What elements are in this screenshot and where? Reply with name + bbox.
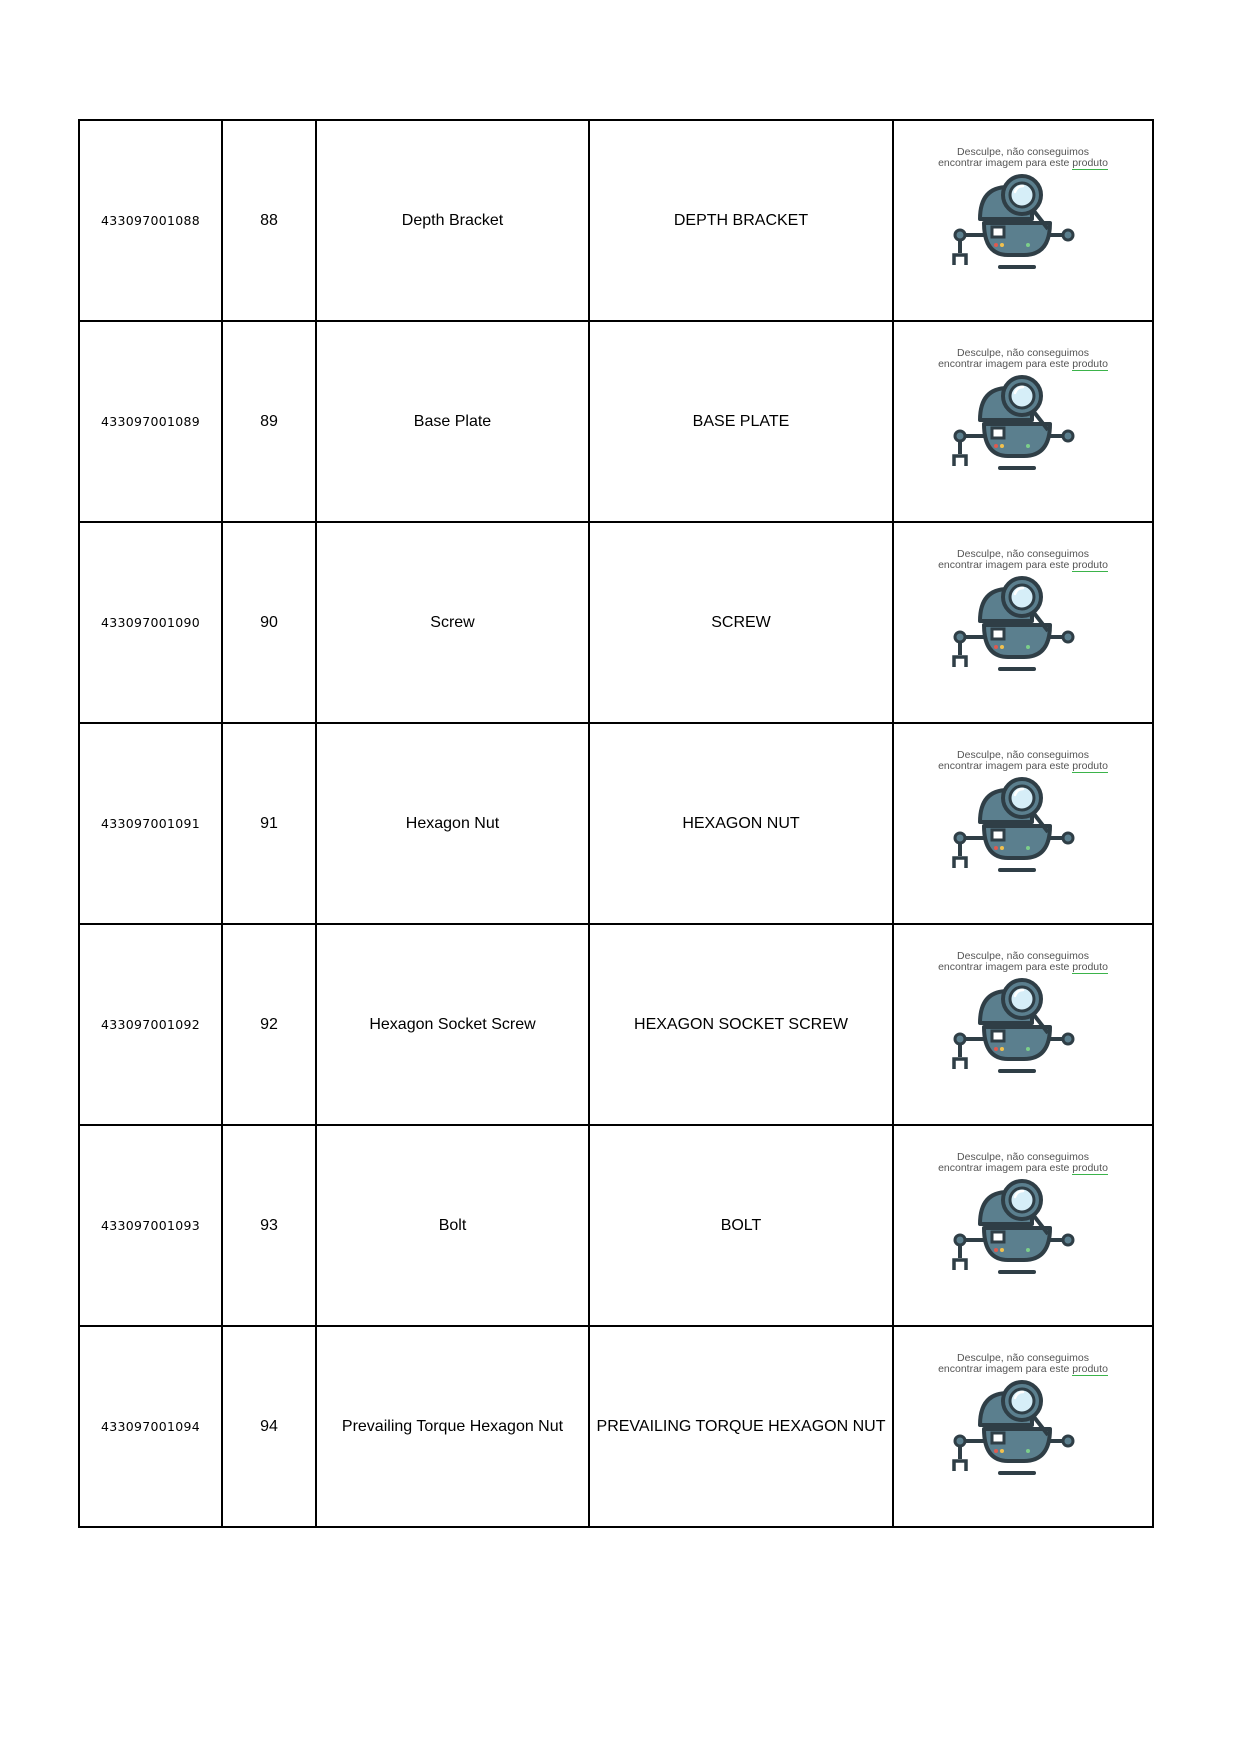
part-description-cell: HEXAGON NUT [589, 723, 893, 924]
no-image-message-line1: Desculpe, não conseguimos [957, 749, 1089, 761]
no-image-message-line2 [894, 158, 1152, 169]
no-image-placeholder [894, 121, 1152, 320]
no-image-message-line2 [894, 1163, 1152, 1174]
no-image-placeholder [894, 523, 1152, 722]
no-image-message-line1: Desculpe, não conseguimos [957, 347, 1089, 359]
no-image-message-text: encontrar imagem para este [938, 1162, 1073, 1174]
robot-magnifier-icon [950, 776, 1078, 880]
part-description-cell: DEPTH BRACKET [589, 120, 893, 321]
part-name-cell: Prevailing Torque Hexagon Nut [316, 1326, 589, 1527]
table-row [79, 924, 1153, 1125]
part-name-cell: Hexagon Socket Screw [316, 924, 589, 1125]
no-image-message-line2 [894, 560, 1152, 571]
item-number-cell: 89 [222, 321, 316, 522]
no-image-message-text: encontrar imagem para este [938, 559, 1073, 571]
no-image-message-line2 [894, 1364, 1152, 1375]
table-row [79, 321, 1153, 522]
table-row [79, 1326, 1153, 1527]
no-image-message-link: produto [1072, 1162, 1108, 1174]
item-number-cell: 90 [222, 522, 316, 723]
no-image-message-link: produto [1072, 358, 1108, 370]
part-code-cell: 433097001092 [79, 924, 222, 1125]
item-number-cell: 93 [222, 1125, 316, 1326]
no-image-message-link: produto [1072, 559, 1108, 571]
no-image-message [894, 1353, 1152, 1375]
robot-magnifier-icon [950, 575, 1078, 679]
no-image-placeholder [894, 724, 1152, 923]
no-image-placeholder [894, 322, 1152, 521]
robot-magnifier-icon [950, 374, 1078, 478]
part-name-cell: Depth Bracket [316, 120, 589, 321]
part-description-cell: BOLT [589, 1125, 893, 1326]
no-image-message-link: produto [1072, 1363, 1108, 1375]
no-image-message-line1: Desculpe, não conseguimos [957, 950, 1089, 962]
no-image-message-text: encontrar imagem para este [938, 358, 1073, 370]
no-image-message-link: produto [1072, 961, 1108, 973]
part-name-cell: Base Plate [316, 321, 589, 522]
part-code-cell: 433097001093 [79, 1125, 222, 1326]
no-image-message-line1: Desculpe, não conseguimos [957, 548, 1089, 560]
no-image-message-line1: Desculpe, não conseguimos [957, 1352, 1089, 1364]
part-description-cell: BASE PLATE [589, 321, 893, 522]
no-image-message-link: produto [1072, 760, 1108, 772]
no-image-message-line2 [894, 761, 1152, 772]
image-cell [893, 120, 1153, 321]
no-image-message-line1: Desculpe, não conseguimos [957, 146, 1089, 158]
part-description-cell: PREVAILING TORQUE HEXAGON NUT [589, 1326, 893, 1527]
image-cell [893, 1326, 1153, 1527]
robot-magnifier-icon [950, 977, 1078, 1081]
part-code-cell: 433097001089 [79, 321, 222, 522]
image-cell [893, 1125, 1153, 1326]
no-image-message-link: produto [1072, 157, 1108, 169]
no-image-message [894, 147, 1152, 169]
part-name-cell: Screw [316, 522, 589, 723]
robot-magnifier-icon [950, 1379, 1078, 1483]
no-image-message [894, 951, 1152, 973]
robot-magnifier-icon [950, 1178, 1078, 1282]
image-cell [893, 522, 1153, 723]
part-name-cell: Hexagon Nut [316, 723, 589, 924]
no-image-placeholder [894, 1327, 1152, 1526]
no-image-message-text: encontrar imagem para este [938, 157, 1073, 169]
no-image-message-line1: Desculpe, não conseguimos [957, 1151, 1089, 1163]
item-number-cell: 91 [222, 723, 316, 924]
part-description-cell: SCREW [589, 522, 893, 723]
image-cell [893, 321, 1153, 522]
no-image-message-line2 [894, 359, 1152, 370]
no-image-message-text: encontrar imagem para este [938, 760, 1073, 772]
table-row [79, 1125, 1153, 1326]
no-image-message-text: encontrar imagem para este [938, 1363, 1073, 1375]
table-row [79, 723, 1153, 924]
item-number-cell: 94 [222, 1326, 316, 1527]
item-number-cell: 88 [222, 120, 316, 321]
parts-table [78, 119, 1154, 1528]
image-cell [893, 924, 1153, 1125]
item-number-cell: 92 [222, 924, 316, 1125]
no-image-message [894, 348, 1152, 370]
part-name-cell: Bolt [316, 1125, 589, 1326]
image-cell [893, 723, 1153, 924]
no-image-message-line2 [894, 962, 1152, 973]
no-image-message [894, 1152, 1152, 1174]
part-code-cell: 433097001091 [79, 723, 222, 924]
no-image-message [894, 549, 1152, 571]
robot-magnifier-icon [950, 173, 1078, 277]
no-image-placeholder [894, 1126, 1152, 1325]
parts-table-body [79, 120, 1153, 1527]
no-image-message [894, 750, 1152, 772]
part-code-cell: 433097001088 [79, 120, 222, 321]
table-row [79, 522, 1153, 723]
no-image-message-text: encontrar imagem para este [938, 961, 1073, 973]
part-code-cell: 433097001094 [79, 1326, 222, 1527]
part-code-cell: 433097001090 [79, 522, 222, 723]
part-description-cell: HEXAGON SOCKET SCREW [589, 924, 893, 1125]
table-row [79, 120, 1153, 321]
no-image-placeholder [894, 925, 1152, 1124]
